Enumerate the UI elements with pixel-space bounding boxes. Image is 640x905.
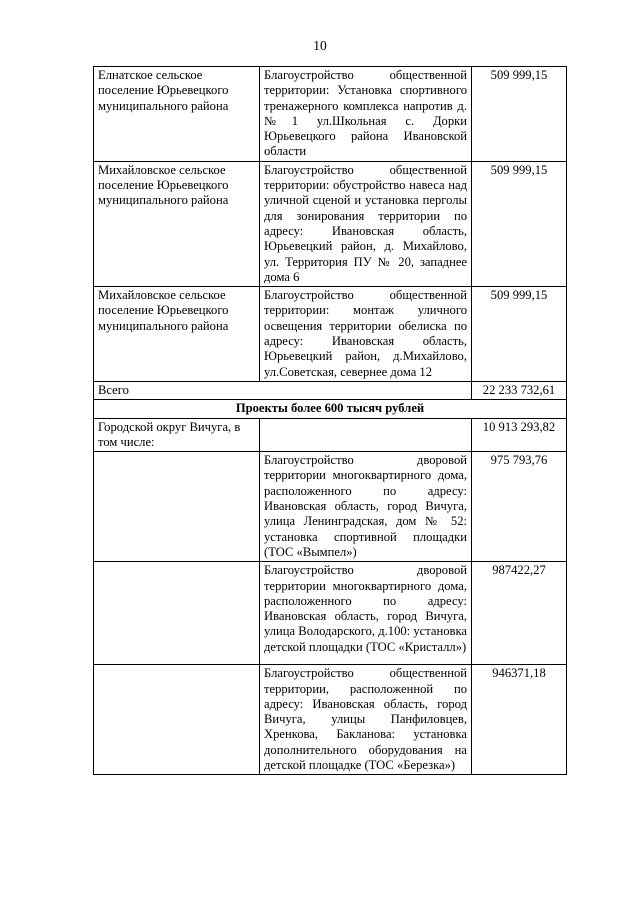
section-header-row	[94, 400, 567, 418]
description-cell: Благоустройство общественной территории: Установка спортивного тренажерного комплекса напротив д.№1 ул.Школьная с. Дорки Юрьевецкого района Ивановской области	[260, 67, 472, 162]
page-number: 10	[313, 38, 327, 53]
table-row	[94, 562, 567, 665]
description-cell: Благоустройство дворовой территории многоквартирного дома, расположенного по адресу: Ивановская область, город Вичуга, улица Володарского, д.100: установка детской площадки (ТОС «Кристалл»)	[260, 562, 472, 665]
amount-cell: 10 913 293,82	[472, 418, 567, 452]
description-cell: Благоустройство общественной территории: обустройство навеса над уличной сценой и установка перголы для зонирования территории по адресу: Ивановская область, Юрьевецкий район, д. Михайлово, ул. Территория ПУ № 20, западнее дома 6	[260, 161, 472, 286]
table-row	[94, 452, 567, 562]
table-row	[94, 418, 567, 452]
description-cell: Благоустройство дворовой территории многоквартирного дома, расположенного по адресу: Ивановская область, город Вичуга, улица Ленинградская, дом № 52: установка спортивной площадки (ТОС «Вымпел»)	[260, 452, 472, 562]
total-amount: 22 233 732,61	[472, 381, 567, 399]
municipality-cell: Городской округ Вичуга, в том числе:	[94, 418, 260, 452]
amount-cell: 987422,27	[472, 562, 567, 665]
table-row	[94, 287, 567, 382]
table-row	[94, 161, 567, 286]
municipality-cell: Михайловское сельское поселение Юрьевецкого муниципального района	[94, 161, 260, 286]
empty-cell	[94, 665, 260, 775]
empty-cell	[260, 418, 472, 452]
description-cell: Благоустройство общественной территории: монтаж уличного освещения территории обелиска по адресу: Ивановская область, Юрьевецкий район, д.Михайлово, ул.Советская, севернее дома 12	[260, 287, 472, 382]
municipality-cell: Михайловское сельское поселение Юрьевецкого муниципального района	[94, 287, 260, 382]
empty-cell	[94, 452, 260, 562]
municipality-cell: Елнатское сельское поселение Юрьевецкого муниципального района	[94, 67, 260, 162]
amount-cell: 509 999,15	[472, 161, 567, 286]
amount-cell: 509 999,15	[472, 287, 567, 382]
table-row	[94, 665, 567, 775]
total-label: Всего	[94, 381, 472, 399]
section-header: Проекты более 600 тысяч рублей	[94, 400, 567, 418]
table-row	[94, 67, 567, 162]
description-cell: Благоустройство общественной территории, расположенной по адресу: Ивановская область, город Вичуга, улицы Панфиловцев, Хренкова, Бакланова: установка дополнительного оборудования на детской площадке (ТОС «Березка»)	[260, 665, 472, 775]
amount-cell: 946371,18	[472, 665, 567, 775]
projects-table	[93, 66, 567, 775]
amount-cell: 509 999,15	[472, 67, 567, 162]
empty-cell	[94, 562, 260, 665]
total-row	[94, 381, 567, 399]
amount-cell: 975 793,76	[472, 452, 567, 562]
